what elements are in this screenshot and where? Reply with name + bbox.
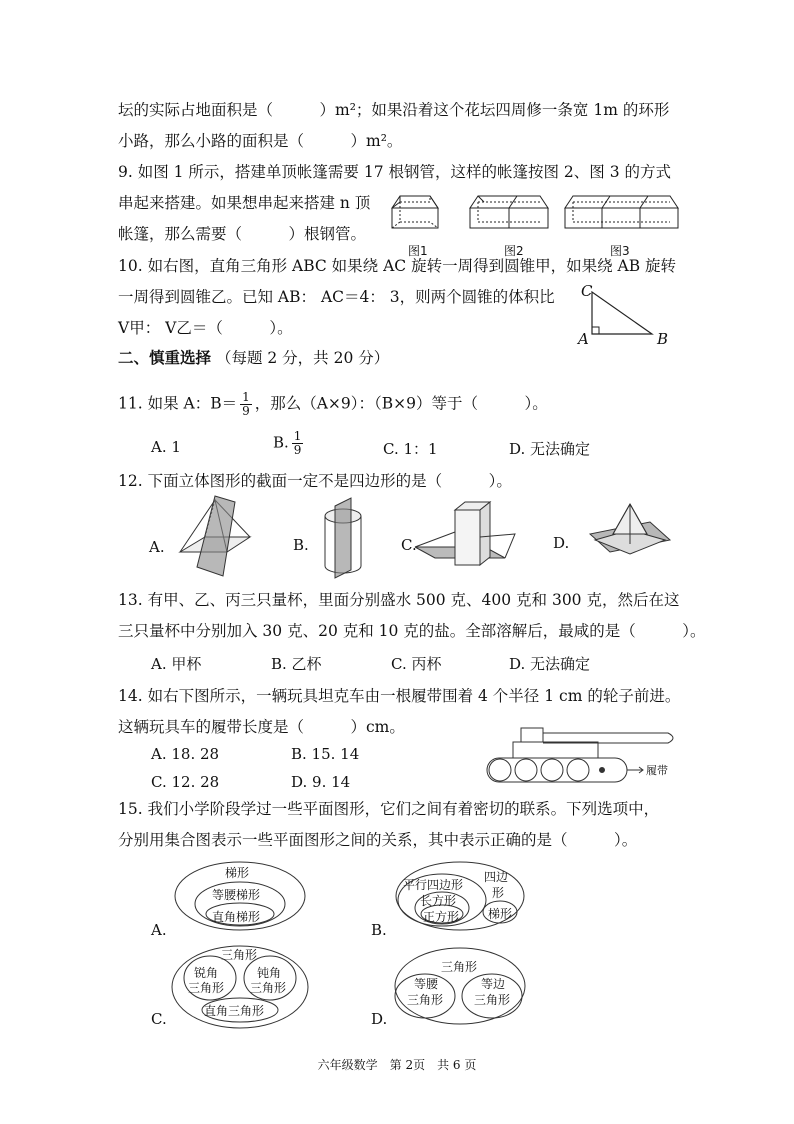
- q10-line3: V甲： V乙＝（ ）。: [118, 319, 293, 337]
- b-right3-label: 梯形: [488, 907, 513, 921]
- q11-option-b[interactable]: B. $\frac{1}{9}$: [273, 429, 302, 457]
- q15-option-c[interactable]: C.: [151, 1010, 167, 1028]
- label-c: C: [581, 282, 593, 300]
- q13-line1: 13. 有甲、乙、丙三只量杯，里面分别盛水 500 克、400 克和 300 克，然后在这: [118, 591, 680, 609]
- q12-figures: [175, 492, 675, 582]
- label-a: A: [578, 330, 589, 348]
- b-left2-label: 长方形: [420, 894, 457, 908]
- tent-fig3: [565, 196, 678, 228]
- q9-tent-figures: [390, 188, 680, 254]
- d-r2-label: 三角形: [474, 993, 511, 1007]
- q12-pyramid-frustum-plane: [590, 504, 670, 554]
- q8-line2: 小路，那么小路的面积是（ ）m²。: [118, 132, 403, 150]
- track-label: 履带: [646, 764, 668, 777]
- q15-option-d[interactable]: D.: [371, 1010, 388, 1028]
- fig1-label: 图1: [408, 244, 428, 258]
- q13-option-c[interactable]: C. 丙杯: [391, 655, 442, 673]
- q11-stem: [118, 391, 548, 418]
- fig2-label: 图2: [504, 244, 524, 258]
- tent-fig1: [392, 196, 438, 228]
- a-inner-label: 直角梯形: [212, 910, 261, 924]
- q11-option-c[interactable]: C. 1：1: [383, 440, 438, 458]
- q15-line1: 15. 我们小学阶段学过一些平面图形，它们之间有着密切的联系。下列选项中，: [118, 800, 660, 818]
- q14-line2: 这辆玩具车的履带长度是（ ）cm。: [118, 718, 405, 736]
- q15-option-b[interactable]: B.: [371, 921, 387, 939]
- q12-cylinder-plane: [325, 498, 361, 578]
- q10-line2: 一周得到圆锥乙。已知 AB： AC＝4： 3，则两个圆锥的体积比: [118, 288, 555, 306]
- q14-option-a[interactable]: A. 18. 28: [151, 745, 220, 763]
- label-b: B: [657, 330, 669, 348]
- q9-line2: 串起来搭建。如果想串起来搭建 n 顶: [118, 194, 371, 212]
- q12-option-c[interactable]: C.: [401, 536, 417, 554]
- page-footer: 六年级数学 第 2页 共 6 页: [317, 1058, 477, 1072]
- q13-option-a[interactable]: A. 甲杯: [151, 655, 202, 673]
- q11-option-a[interactable]: A. 1: [151, 438, 181, 456]
- d-l1-label: 等腰: [414, 977, 439, 991]
- c-outer-label: 三角形: [221, 948, 258, 962]
- d-outer-label: 三角形: [441, 960, 478, 974]
- c-bottom-label: 直角三角形: [204, 1004, 265, 1018]
- q12-pyramid-plane: [180, 496, 250, 576]
- c-l1-label: 锐角: [194, 966, 219, 980]
- b-right2-label: 形: [492, 886, 505, 900]
- q12-stem: 12. 下面立体图形的截面一定不是四边形的是（ ）。: [118, 472, 512, 490]
- q11-fraction: $\frac{1}{9}$: [242, 390, 250, 418]
- q11-suffix: ，那么（A×9）：（B×9）等于（ ）。: [254, 394, 548, 413]
- q14-option-d[interactable]: D. 9. 14: [291, 773, 351, 791]
- q12-option-b[interactable]: B.: [293, 536, 309, 554]
- q11-prefix: 11. 如果 A：B＝: [118, 394, 238, 413]
- triangle-abc: [590, 290, 660, 340]
- q11-option-d[interactable]: D. 无法确定: [509, 440, 591, 458]
- a-mid-label: 等腰梯形: [212, 888, 261, 902]
- q15-line2: 分别用集合图表示一些平面图形之间的关系，其中表示正确的是（ ）。: [118, 831, 638, 849]
- q8-line1: 坛的实际占地面积是（ ）m²；如果沿着这个花坛四周修一条宽 1m 的环形: [118, 101, 670, 119]
- d-l2-label: 三角形: [407, 993, 444, 1007]
- b-right1-label: 四边: [484, 870, 509, 884]
- q15-option-a[interactable]: A.: [151, 921, 167, 939]
- a-outer-label: 梯形: [225, 866, 250, 880]
- q10-line1: 10. 如右图，直角三角形 ABC 如果绕 AC 旋转一周得到圆锥甲，如果绕 AB 旋转: [118, 257, 677, 275]
- c-r1-label: 钝角: [257, 966, 282, 980]
- q13-option-d[interactable]: D. 无法确定: [509, 655, 591, 673]
- q12-cube-plane: [415, 502, 515, 565]
- section2-heading: [118, 348, 389, 368]
- section2-title: 二、慎重选择: [118, 348, 212, 367]
- b-left3-label: 正方形: [423, 910, 460, 924]
- section2-note: （每题 2 分，共 20 分）: [215, 349, 390, 367]
- q14-option-b[interactable]: B. 15. 14: [291, 745, 360, 763]
- fig3-label: 图3: [610, 244, 630, 258]
- q9-line3: 帐篷，那么需要（ ）根钢管。: [118, 225, 367, 243]
- c-r2-label: 三角形: [250, 981, 287, 995]
- q13-option-b[interactable]: B. 乙杯: [271, 655, 322, 673]
- d-r1-label: 等边: [481, 977, 506, 991]
- tent-fig2: [470, 196, 548, 228]
- q9-line1: 9. 如图 1 所示，搭建单顶帐篷需要 17 根钢管，这样的帐篷按图 2、图 3 的方式: [118, 163, 672, 181]
- q13-line2: 三只量杯中分别加入 30 克、20 克和 10 克的盐。全部溶解后，最咸的是（ ）。: [118, 622, 706, 640]
- q14-line1: 14. 如右下图所示，一辆玩具坦克车由一根履带围着 4 个半径 1 cm 的轮子前进。: [118, 687, 681, 705]
- q12-option-d[interactable]: D.: [553, 534, 570, 552]
- q12-option-a[interactable]: A.: [149, 538, 165, 556]
- q14-option-c[interactable]: C. 12. 28: [151, 773, 220, 791]
- c-l2-label: 三角形: [188, 981, 225, 995]
- b-left1-label: 平行四边形: [403, 878, 464, 892]
